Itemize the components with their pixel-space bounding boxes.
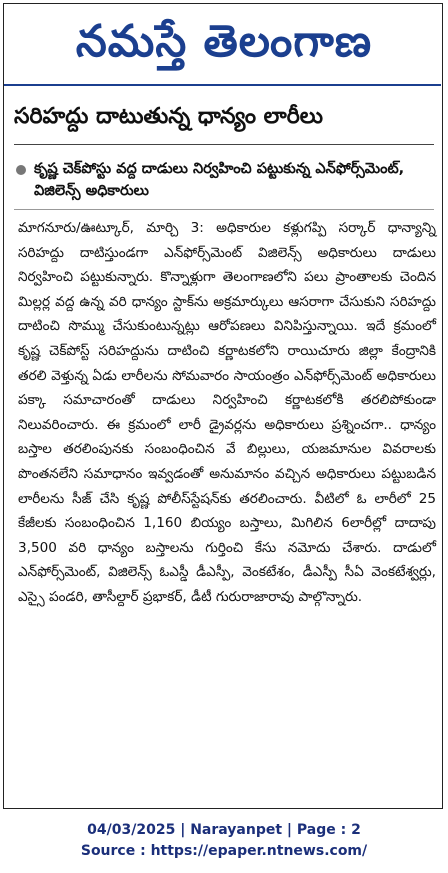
- source-link[interactable]: Source : https://epaper.ntnews.com/: [80, 843, 368, 859]
- clipping-footer: [0, 820, 448, 862]
- edition-info: 04/03/2025 | Narayanpet | Page : 2: [87, 822, 361, 838]
- article-body: మాగనూరు/ఊట్కూర్‌, మార్చి 3: అధికారుల కళ్లుగప్పి సర్కార్‌ ధాన్యాన్ని సరిహద్దు దాటిస్తుండగా ఎన్‌ఫోర్స్‌మెంట్‌ విజిలెన్స్‌ అధికారులు దాడులు నిర్వహించి పట్టుకున్నారు. కొన్నాళ్లుగా తెలంగాణలోని పలు ప్రాంతాలకు చెందిన మిల్లర్ల వద్ద ఉన్న వరి ధాన్యం స్టాక్‌ను అక్రమార్కులు ఆసరాగా చేసుకుని సరిహద్దు దాటించి సొమ్ము చేసుకుంటున్నట్లు ఆరోపణలు వినిపిస్తున్నాయి. ఇదే క్రమంలో కృష్ణ చెక్‌పోస్ట్‌ సరిహద్దును దాటించి కర్ణాటకలోని రాయిచూరు జిల్లా కేంద్రానికి తరలి వెళ్తున్న ఏడు లారీలను సోమవారం సాయంత్రం ఎన్‌ఫోర్స్‌మెంట్‌ అధికారులు పక్కా సమాచారంతో దాడులు నిర్వహించి కర్ణాటకలోకి తరలిపోకుండా నిలువరించారు. ఈ క్రమంలో లారీ డ్రైవర్లను అధికారులు ప్రశ్నించగా.. ధాన్యం బస్తాల తరలింపునకు సంబంధించిన వే బిల్లులు, యజమానుల వివరాలకు పొంతనలేని సమాధానం ఇవ్వడంతో అనుమానం వచ్చిన అధికారులు పట్టుబడిన లారీలను సీజ్‌ చేసి కృష్ణ పోలీస్‌స్టేషన్‌కు తరలించారు. వీటిలో ఓ లారీలో 25 కేజీలకు సంబంధించిన 1,160 బియ్యం బస్తాలు, మిగిలిన 6లారీల్లో దాదాపు 3,500 వరి ధాన్యం బస్తాలను గుర్తించి కేసు నమోదు చేశారు. దాడులో ఎన్‌ఫోర్స్‌మెంట్‌, విజిలెన్స్‌ ఓఎస్డీ డీఎస్పీ, వెంకటేశం, డీఎస్పీ సీఏ వెంకటేశ్వర్లు, ఎస్సై పండరి, తాసీల్దార్‌ ప్రభాకర్‌, డీటీ గురురాజారావు పాల్గొన్నారు.: [18, 220, 436, 605]
- article-subhead: కృష్ణ చెక్‌పోస్టు వద్ద దాడులు నిర్వహించి పట్టుకున్న ఎన్‌ఫోర్స్‌మెంట్‌, విజిలెన్స్‌ అధికారులు: [34, 161, 405, 199]
- clipping-frame: [3, 3, 443, 809]
- bullet-icon: [16, 165, 26, 175]
- article-headline: సరిహద్దు దాటుతున్న ధాన్యం లారీలు: [14, 104, 323, 129]
- subhead-divider: [14, 209, 434, 210]
- newspaper-logo: నమస్తే తెలంగాణ: [75, 16, 373, 67]
- newspaper-masthead: [4, 4, 441, 86]
- headline-divider: [14, 144, 434, 145]
